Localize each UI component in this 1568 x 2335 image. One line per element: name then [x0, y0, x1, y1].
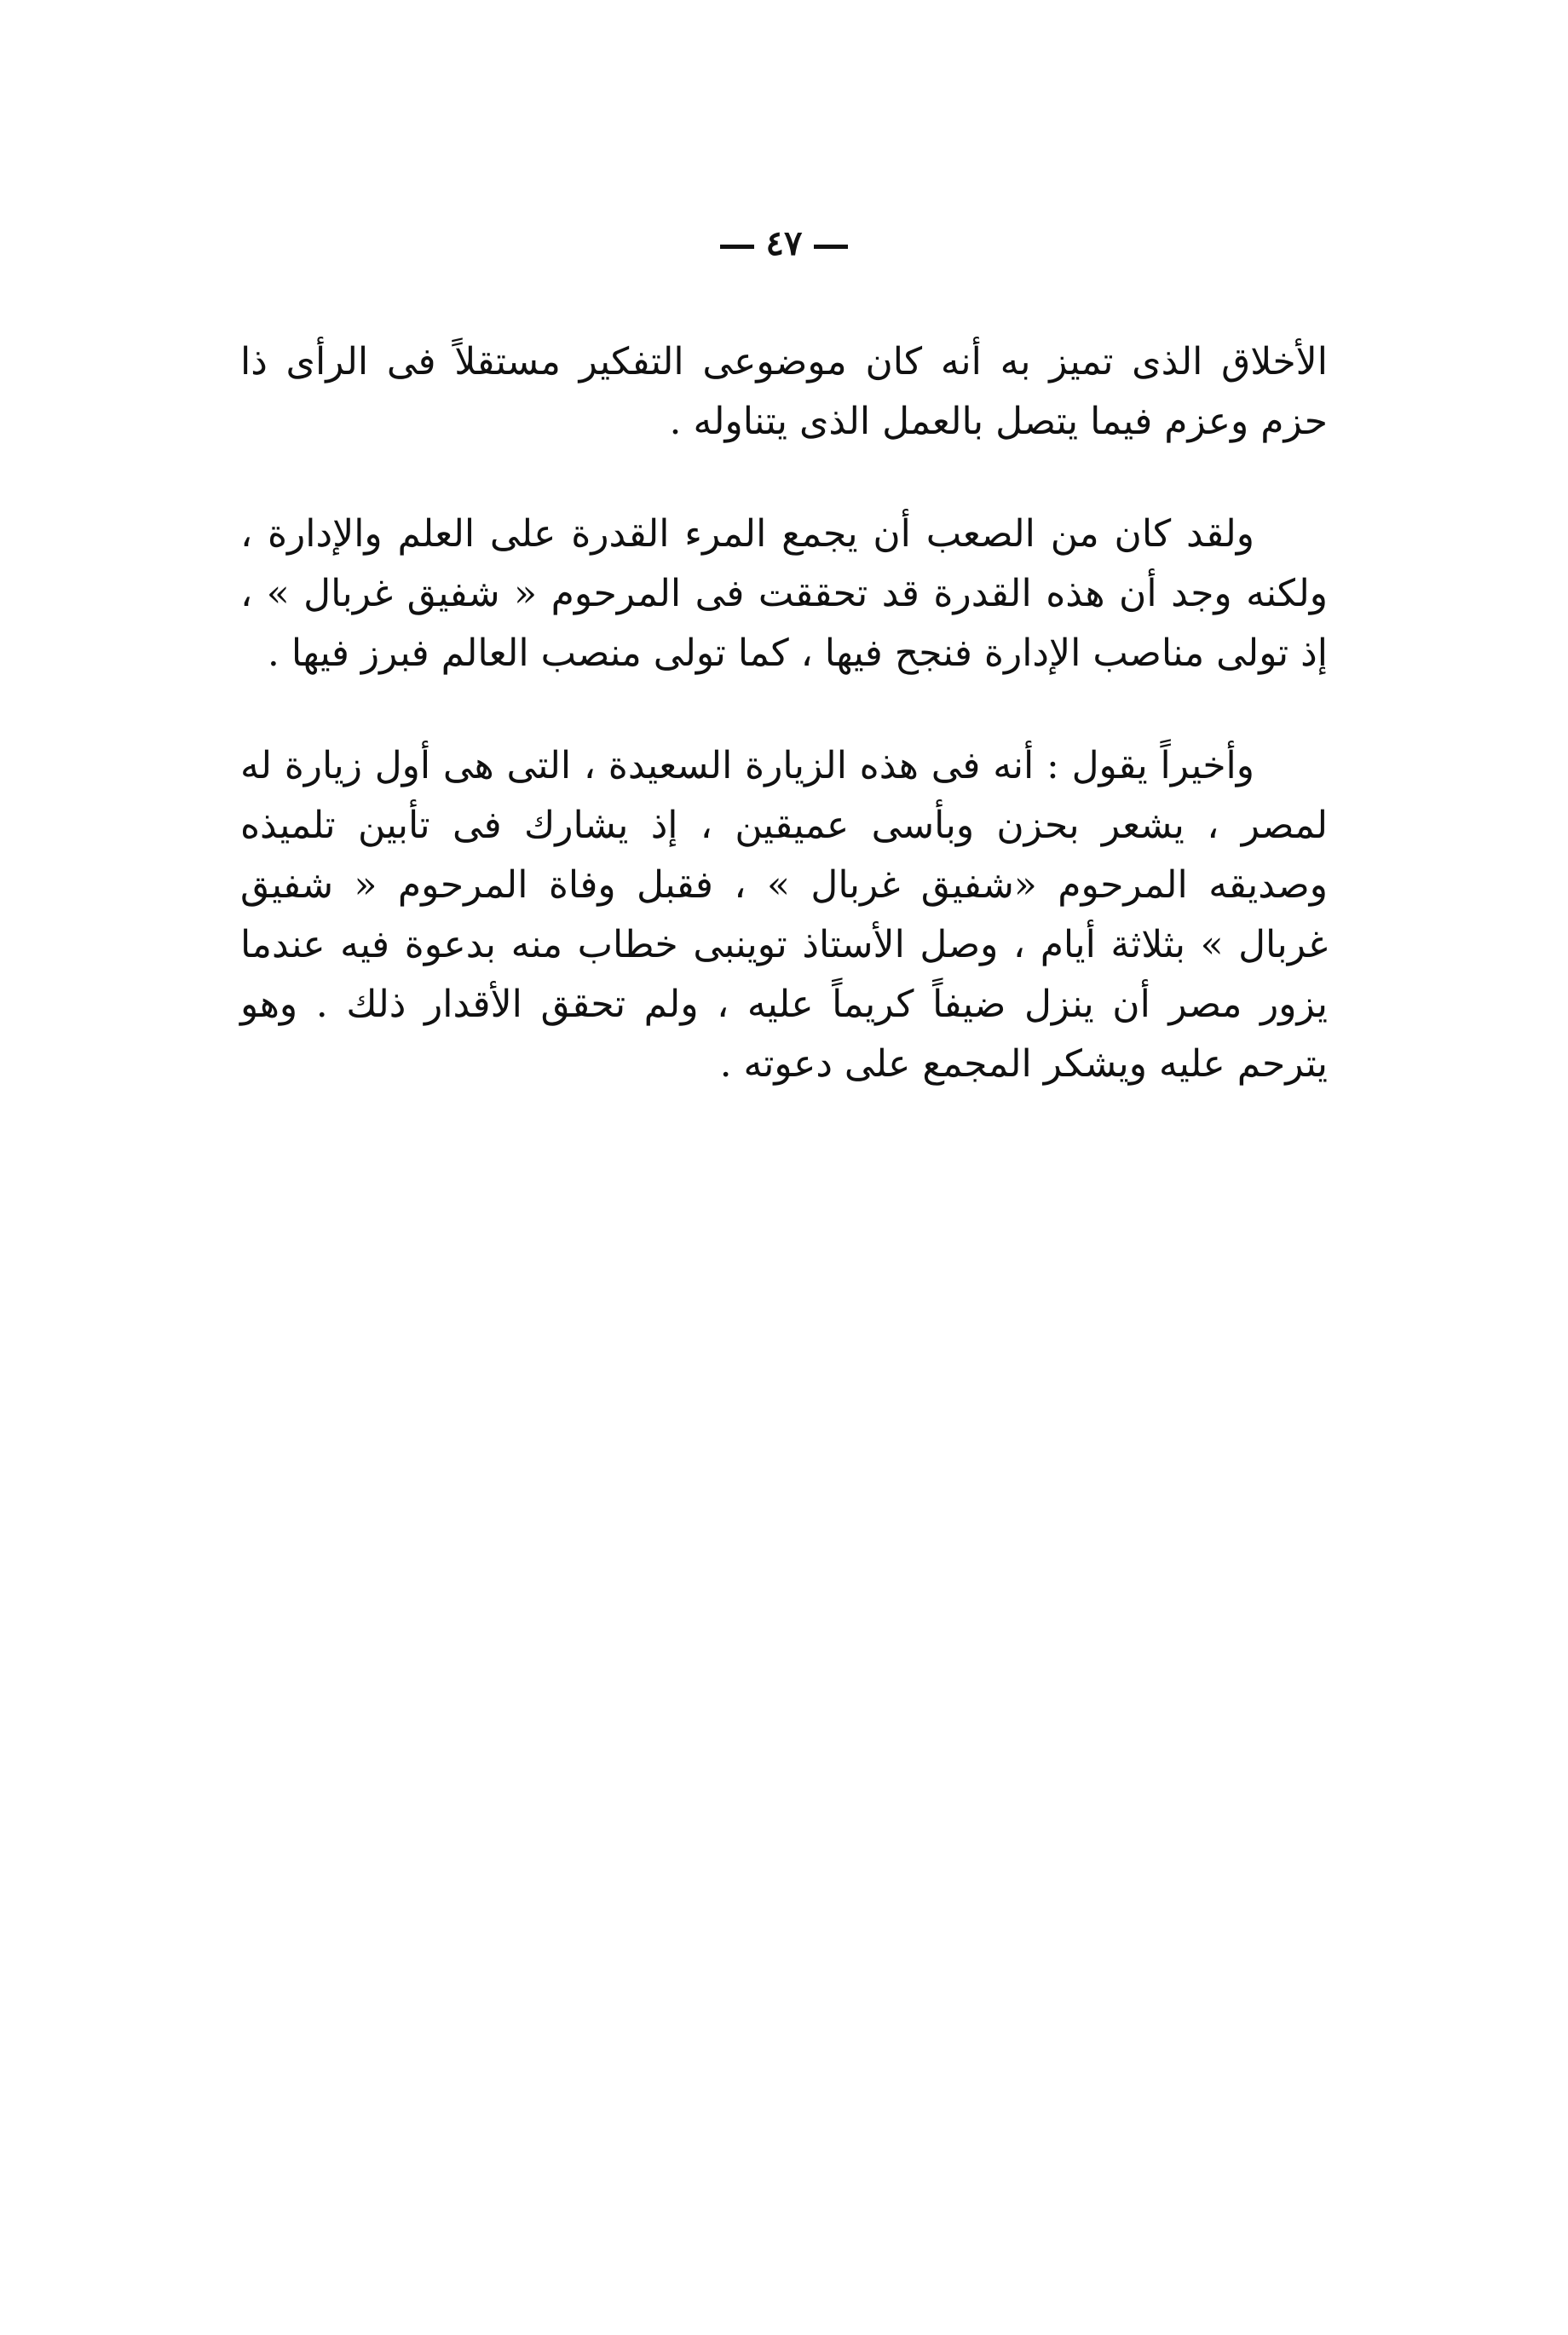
body-text — [240, 332, 1328, 1094]
page-number-dash-right — [814, 245, 848, 249]
paragraph-2: ولقد كان من الصعب أن يجمع المرء القدرة على العلم والإدارة ، ولكنه وجد أن هذه القدرة قد تحققت فى المرحوم « شفيق غربال » ، إذ تولى مناصب الإدارة فنجح فيها ، كما تولى منصب العالم فبرز فيها . — [240, 512, 1328, 675]
page-number — [0, 223, 1568, 263]
paragraph-3: وأخيراً يقول : أنه فى هذه الزيارة السعيدة ، التى هى أول زيارة له لمصر ، يشعر بحزن وبأسى عميقين ، إذ يشارك فى تأبين تلميذه وصديقه المرحوم «شفيق غربال » ، فقبل وفاة المرحوم « شفيق غربال » بثلاثة أيام ، وصل الأستاذ توينبى خطاب منه بدعوة فيه عندما يزور مصر أن ينزل ضيفاً كريماً عليه ، ولم تحقق الأقدار ذلك . وهو يترحم عليه ويشكر المجمع على دعوته . — [240, 744, 1328, 1086]
page-number-text: ٤٧ — [765, 223, 803, 263]
paragraph-1: الأخلاق الذى تميز به أنه كان موضوعى التفكير مستقلاً فى الرأى ذا حزم وعزم فيما يتصل بالعمل الذى يتناوله . — [240, 340, 1328, 443]
page-number-dash-left — [720, 245, 754, 249]
